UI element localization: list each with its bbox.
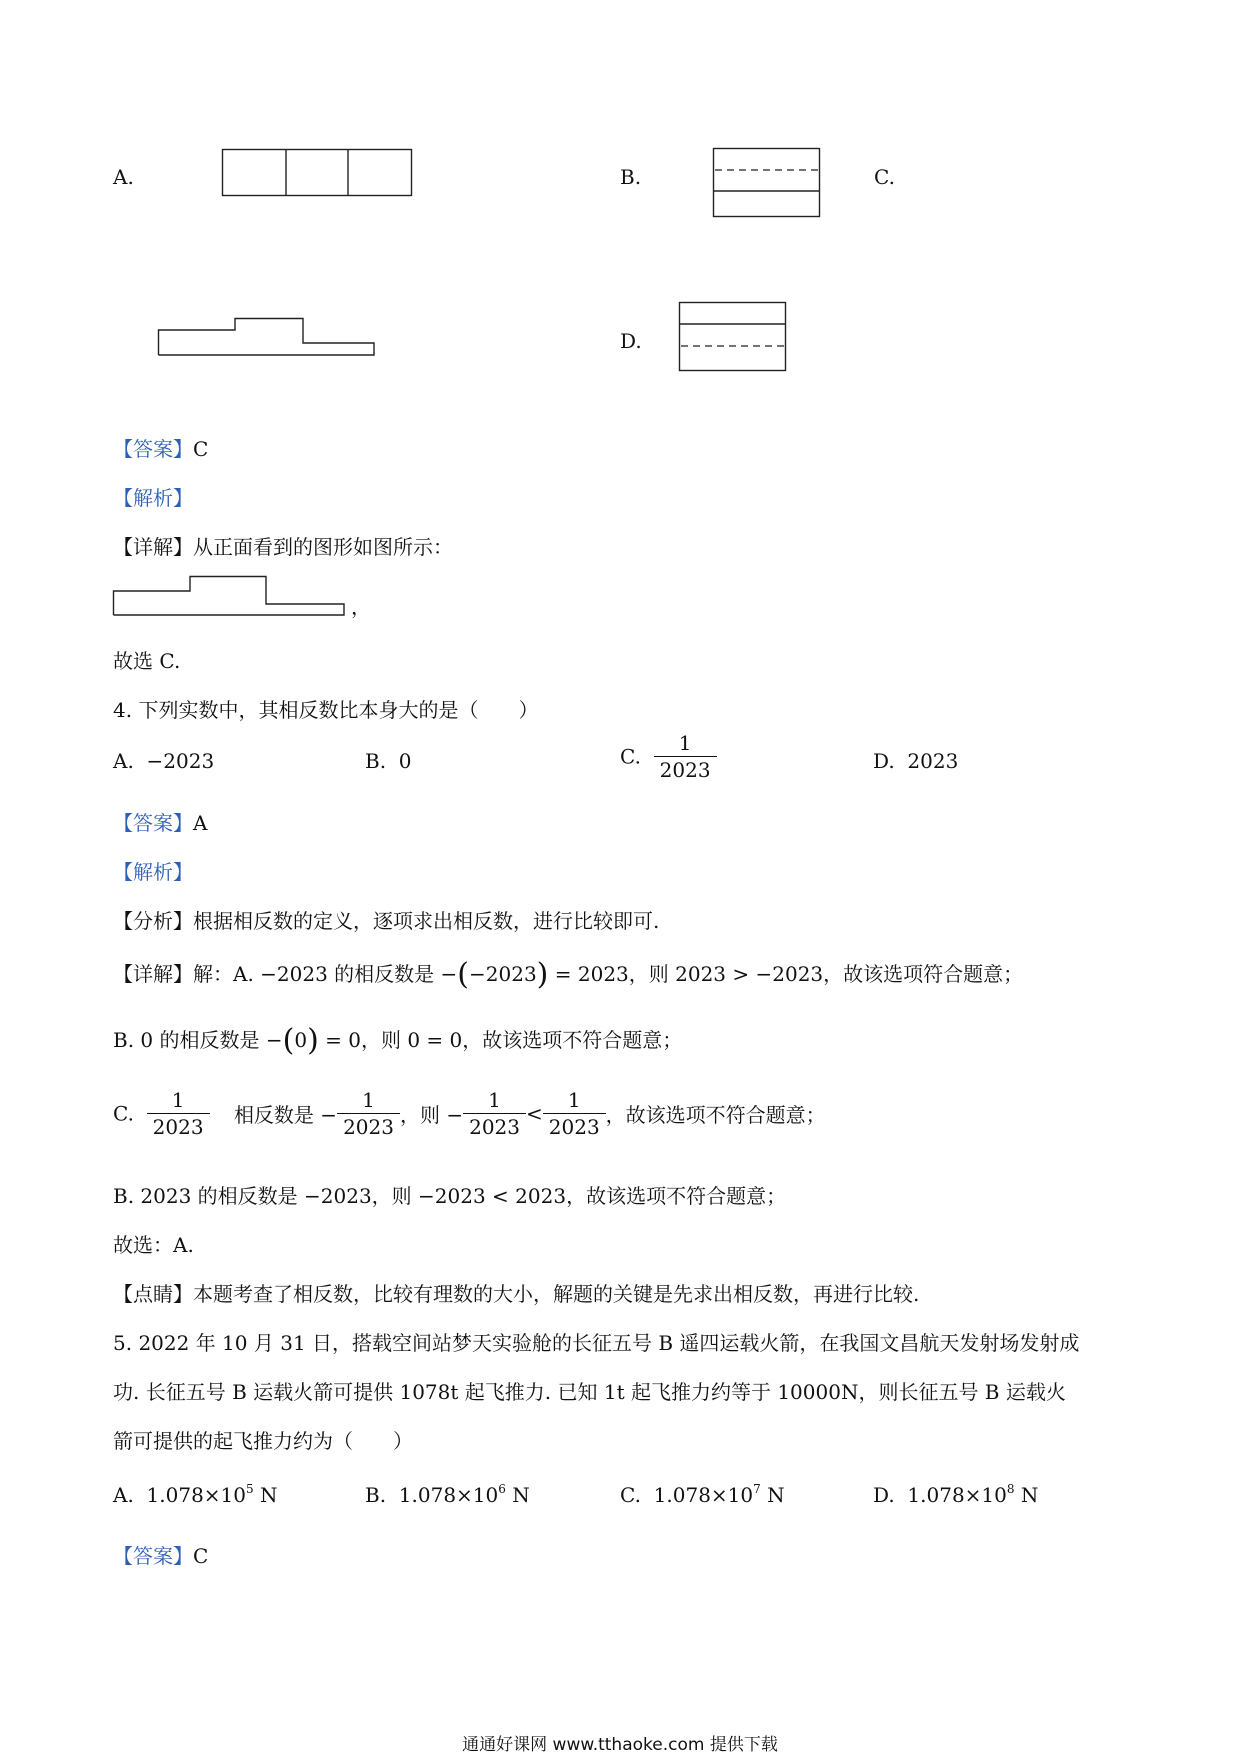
fenxi-tag: 【分析】 (113, 909, 193, 933)
option-label: B. (365, 749, 387, 773)
q3-option-c-label: C. (874, 165, 895, 189)
fraction-numerator: 1 (678, 731, 692, 755)
text: 相反数是 − (233, 1103, 338, 1127)
option-base: 1.078×10 (907, 1483, 1007, 1507)
option-base: 1.078×10 (146, 1483, 246, 1507)
option-base: 1.078×10 (653, 1483, 754, 1507)
paren-inner: −2023 (469, 962, 537, 986)
q3-detail-figure (113, 576, 345, 616)
fraction-numerator: 1 (567, 1088, 581, 1112)
q3-option-d-figure (679, 302, 787, 372)
q4-option-c (620, 733, 717, 780)
q4-detail-line-b (113, 1024, 682, 1056)
q5-option-b (365, 1482, 530, 1507)
q4-answer-line (113, 807, 207, 836)
q4-stem: 4. 下列实数中，其相反数比本身大的是（ ） (113, 698, 539, 722)
option-label: D. (873, 1483, 895, 1507)
detail-tag: 【详解】 (113, 535, 193, 559)
fraction (543, 1090, 606, 1137)
text: = 2023，则 2023 > −2023，故该选项符合题意； (548, 962, 1024, 986)
q4-fenxi-line (113, 905, 659, 934)
q5-answer-line (113, 1540, 208, 1569)
option-label: A. (113, 749, 134, 773)
q4-option-b (365, 749, 412, 773)
q4-detail-line-c (113, 1090, 826, 1137)
fraction-denominator: 2023 (463, 1113, 526, 1137)
q3-conclusion: 故选 C. (113, 649, 181, 673)
paren-close: ) (307, 1023, 319, 1058)
q5-option-c (620, 1482, 785, 1507)
q3-option-b-figure (713, 148, 821, 218)
option-label: C. (620, 744, 641, 769)
option-value: 2023 (907, 749, 959, 773)
page-footer: 通通好课网 www.tthaoke.com 提供下载 (462, 1735, 778, 1755)
q4-detail-line-a (113, 958, 1023, 990)
q4-option-d (873, 749, 958, 773)
q3-option-a-figure (222, 149, 412, 197)
fraction (337, 1090, 400, 1137)
fraction-numerator: 1 (171, 1088, 185, 1112)
answer-tag: 【答案】 (113, 811, 193, 835)
answer-value: C (193, 1544, 209, 1568)
text: = 0，则 0 = 0，故该选项不符合题意； (318, 1028, 683, 1052)
fraction-denominator: 2023 (543, 1113, 606, 1137)
answer-tag: 【答案】 (113, 1544, 193, 1568)
option-label: C. (620, 1483, 641, 1507)
option-unit: N (767, 1483, 785, 1507)
option-value: −2023 (146, 749, 215, 773)
answer-value: A (193, 811, 208, 835)
dianjing-tag: 【点睛】 (113, 1282, 193, 1306)
option-unit: N (512, 1483, 530, 1507)
paren-inner: 0 (294, 1028, 308, 1052)
q5-option-d (873, 1482, 1038, 1507)
q3-option-d-label: D. (620, 329, 642, 353)
q5-stem-line-2: 功. 长征五号 B 运载火箭可提供 1078t 起飞推力. 已知 1t 起飞推力约等于 10000N，则长征五号 B 运载火 (113, 1380, 1066, 1404)
q3-detail-comma: ， (351, 595, 371, 619)
q3-option-b-label: B. (620, 165, 642, 189)
less-than: < (526, 1101, 543, 1126)
q3-analysis-tag: 【解析】 (113, 486, 193, 510)
answer-value: C (193, 437, 209, 461)
fraction-numerator: 1 (488, 1088, 501, 1112)
fraction-denominator: 2023 (147, 1113, 210, 1137)
answer-tag: 【答案】 (113, 437, 193, 461)
q4-option-a (113, 749, 214, 773)
q5-stem-line-1: 5. 2022 年 10 月 31 日，搭载空间站梦天实验舱的长征五号 B 遥四运载火箭，在我国文昌航天发射场发射成 (113, 1331, 1080, 1355)
fenxi-text: 根据相反数的定义，逐项求出相反数，进行比较即可. (193, 909, 660, 933)
q3-detail-line (113, 531, 453, 560)
option-exponent: 7 (753, 1482, 761, 1496)
paren-open: ( (282, 1023, 295, 1058)
q5-stem-line-3: 箭可提供的起飞推力约为（ ） (113, 1429, 413, 1453)
option-exponent: 6 (498, 1482, 506, 1496)
q5-option-a (113, 1482, 278, 1507)
text: ，故该选项不符合题意； (605, 1103, 826, 1127)
option-base: 1.078×10 (398, 1483, 499, 1507)
dianjing-text: 本题考查了相反数，比较有理数的大小，解题的关键是先求出相反数，再进行比较. (193, 1282, 920, 1306)
q3-option-c-figure (158, 318, 376, 356)
option-exponent: 8 (1006, 1482, 1015, 1496)
fraction-denominator: 2023 (654, 756, 717, 780)
fraction (147, 1090, 210, 1137)
text: 解：A. −2023 的相反数是 − (193, 962, 458, 986)
fraction (463, 1090, 526, 1137)
q4-detail-line-d: B. 2023 的相反数是 −2023，则 −2023 < 2023，故该选项不符合题意； (113, 1184, 787, 1208)
detail-text: 从正面看到的图形如图所示： (193, 535, 453, 559)
paren-close: ) (536, 957, 549, 992)
paren-open: ( (457, 957, 470, 992)
option-label: D. (873, 749, 895, 773)
q4-conclusion: 故选：A. (113, 1233, 194, 1257)
option-exponent: 5 (246, 1482, 254, 1496)
q3-option-a-label: A. (113, 165, 134, 189)
text: B. 0 的相反数是 − (113, 1028, 283, 1052)
option-value: 0 (398, 749, 412, 773)
text: ，则 − (399, 1103, 464, 1127)
q4-dianjing-line (113, 1278, 919, 1307)
option-label: B. (365, 1483, 387, 1507)
option-unit: N (1020, 1483, 1039, 1507)
fraction (654, 733, 717, 780)
fraction-numerator: 1 (362, 1088, 375, 1112)
fraction-denominator: 2023 (337, 1113, 400, 1137)
detail-tag: 【详解】 (113, 962, 193, 986)
q4-analysis-tag: 【解析】 (113, 860, 193, 884)
option-label: A. (113, 1483, 134, 1507)
option-label: C. (113, 1101, 134, 1126)
q3-answer-line (113, 433, 208, 462)
option-unit: N (260, 1483, 278, 1507)
